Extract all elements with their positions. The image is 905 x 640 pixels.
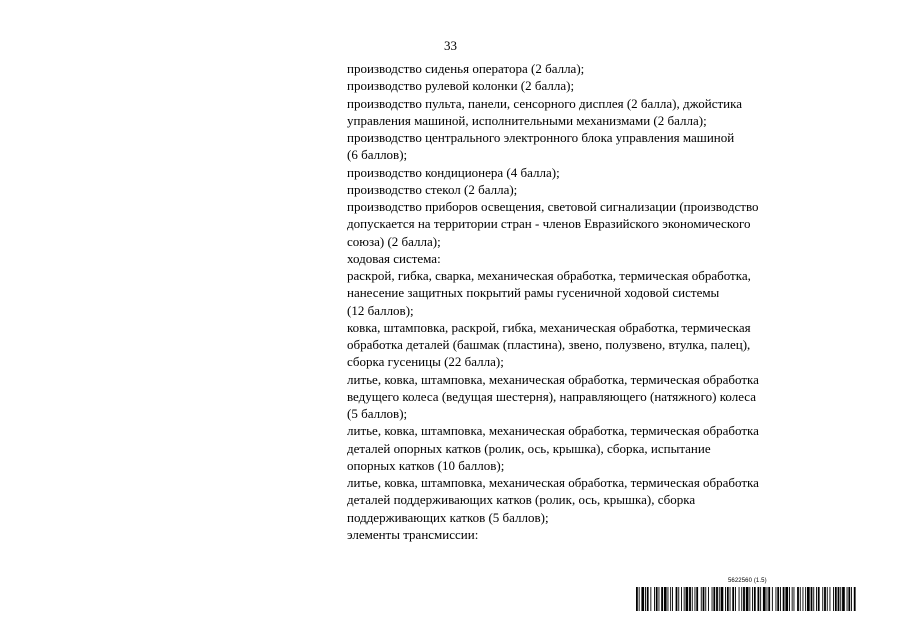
text-line: ходовая система: bbox=[347, 250, 441, 266]
text-line: производство пульта, панели, сенсорного дисплея (2 балла), джойстика bbox=[347, 95, 743, 111]
text-line: производство приборов освещения, световой сигнализации (производство bbox=[347, 199, 759, 214]
text-line: сборка гусеницы (22 балла); bbox=[347, 354, 504, 370]
text-line: элементы трансмиссии: bbox=[347, 526, 479, 542]
text-line: производство кондиционера (4 балла); bbox=[347, 164, 560, 180]
text-line: раскрой, гибка, сварка, механическая обработка, термическая обработка, bbox=[347, 268, 751, 283]
text-line: производство рулевой колонки (2 балла); bbox=[347, 78, 575, 94]
text-line: управления машиной, исполнительными механизмами (2 балла); bbox=[347, 112, 707, 128]
text-line: нанесение защитных покрытий рамы гусеничной ходовой системы bbox=[347, 285, 720, 301]
text-line: ведущего колеса (ведущая шестерня), направляющего (натяжного) колеса bbox=[347, 388, 756, 404]
text-line: обработка деталей (башмак (пластина), звено, полузвено, втулка, палец), bbox=[347, 337, 751, 352]
text-line: деталей поддерживающих катков (ролик, ось, крышка), сборка bbox=[347, 492, 696, 508]
text-line: (6 баллов); bbox=[347, 147, 408, 163]
text-line: литье, ковка, штамповка, механическая обработка, термическая обработка bbox=[347, 475, 759, 490]
text-line: поддерживающих катков (5 баллов); bbox=[347, 509, 549, 525]
text-line: производство сиденья оператора (2 балла); bbox=[347, 61, 585, 76]
text-line: литье, ковка, штамповка, механическая обработка, термическая обработка bbox=[347, 371, 759, 387]
text-line: ковка, штамповка, раскрой, гибка, механическая обработка, термическая bbox=[347, 319, 751, 335]
text-line: опорных катков (10 баллов); bbox=[347, 457, 505, 473]
text-line: деталей опорных катков (ролик, ось, крышка), сборка, испытание bbox=[347, 440, 711, 456]
text-line: (12 баллов); bbox=[347, 302, 414, 318]
text-line: допускается на территории стран - членов Евразийского экономического bbox=[347, 216, 751, 232]
text-line: производство стекол (2 балла); bbox=[347, 181, 518, 197]
barcode-image bbox=[636, 587, 856, 611]
page-number: 33 bbox=[444, 38, 457, 53]
body-text bbox=[347, 60, 847, 543]
text-line: (5 баллов); bbox=[347, 406, 408, 421]
text-line: производство центрального электронного блока управления машиной bbox=[347, 130, 735, 145]
text-line: союза) (2 балла); bbox=[347, 233, 441, 249]
barcode-id: 5622560 (1.5) bbox=[728, 578, 767, 584]
text-line: литье, ковка, штамповка, механическая обработка, термическая обработка bbox=[347, 423, 759, 439]
